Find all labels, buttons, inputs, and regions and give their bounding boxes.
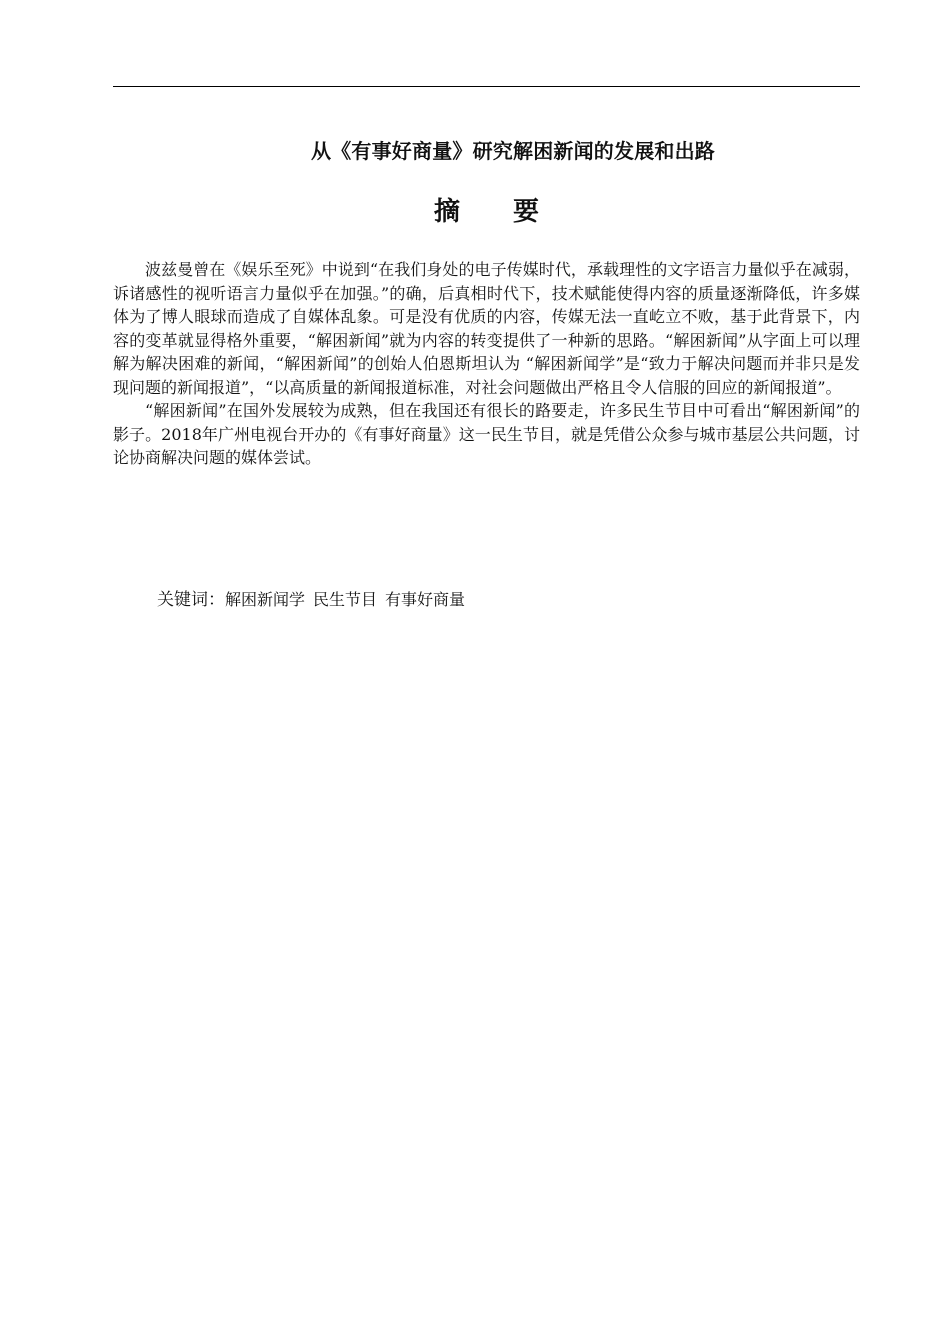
abstract-paragraph: 波兹曼曾在《娱乐至死》中说到“在我们身处的电子传媒时代，承载理性的文字语言力量似乎在减弱，诉诸感性的视听语言力量似乎在加强。”的确，后真相时代下，技术赋能使得内容的质量逐渐降低，许多媒体为了博人眼球而造成了自媒体乱象。可是没有优质的内容，传媒无法一直屹立不败，基于此背景下，内容的变革就显得格外重要，“解困新闻”就为内容的转变提供了一种新的思路。“解困新闻”从字面上可以理解为解决困难的新闻，“解困新闻”的创始人伯恩斯坦认为 “解困新闻学”是“致力于解决问题而并非只是发现问题的新闻报道”，“以高质量的新闻报道标准，对社会问题做出严格且令人信服的回应的新闻报道”。 <box>113 260 860 397</box>
abstract-heading: 摘 要 <box>433 197 562 227</box>
keyword-item: 民生节目 <box>313 590 378 609</box>
keywords-line <box>157 588 857 612</box>
keywords-label: 关键词： <box>157 590 225 610</box>
keyword-item: 有事好商量 <box>385 590 466 609</box>
document-title: 从《有事好商量》研究解困新闻的发展和出路 <box>311 139 715 163</box>
abstract-body <box>113 258 860 470</box>
abstract-paragraph: “解困新闻”在国外发展较为成熟，但在我国还有很长的路要走，许多民生节目中可看出“解困新闻”的影子。2018年广州电视台开办的《有事好商量》这一民生节目，就是凭借公众参与城市基层公共问题，讨论协商解决问题的媒体尝试。 <box>113 401 860 467</box>
header-divider <box>113 86 860 87</box>
keyword-item: 解困新闻学 <box>225 590 306 609</box>
